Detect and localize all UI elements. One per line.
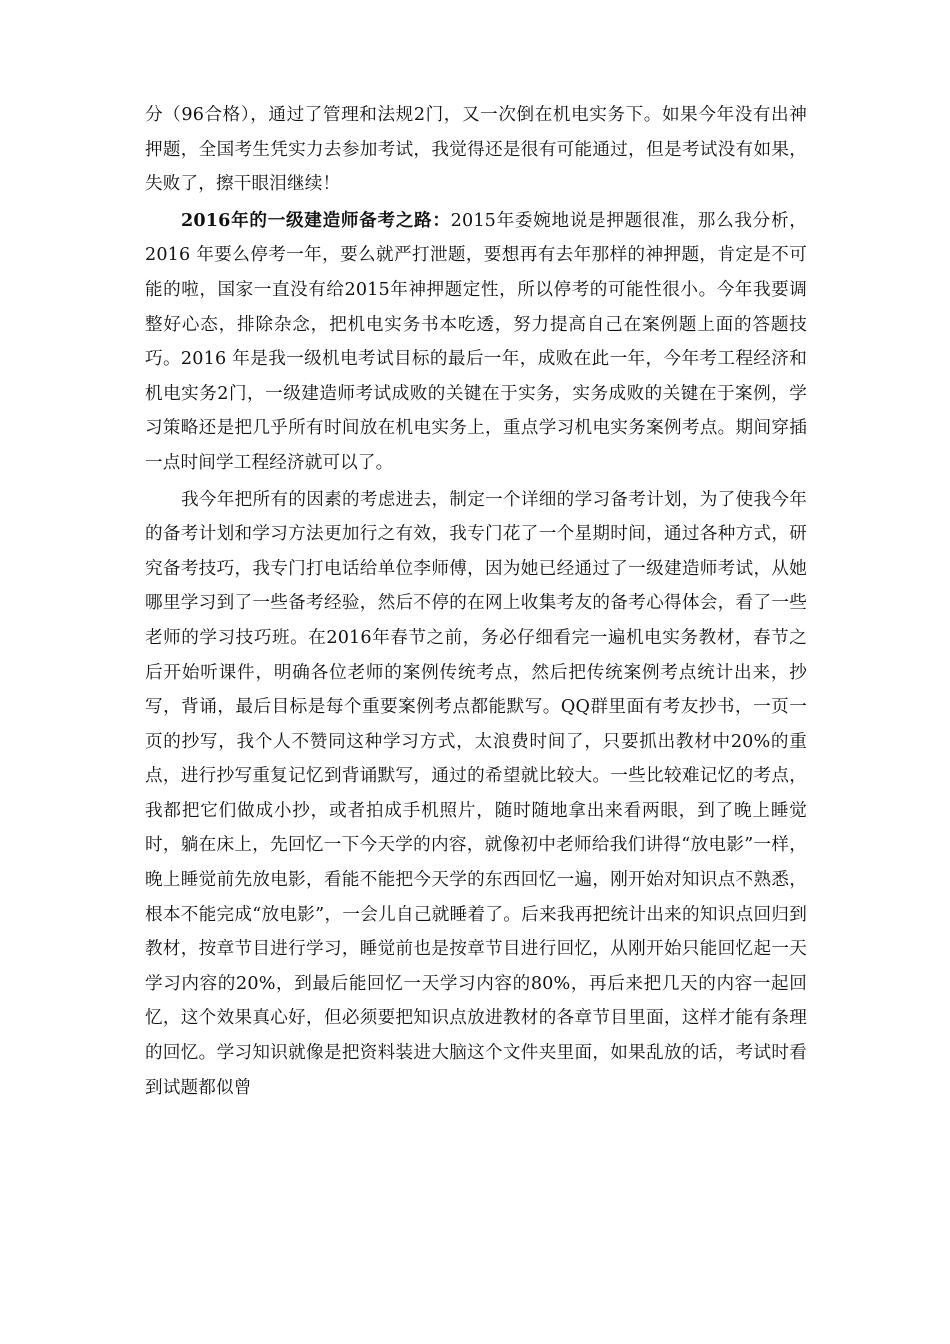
paragraph-continuation: 分（96合格），通过了管理和法规2门，又一次倒在机电实务下。如果今年没有出神押题，全国考生凭实力去参加考试，我觉得还是很有可能通过，但是考试没有如果，失败了，擦干眼泪继续！ — [145, 105, 807, 195]
paragraph-body: 2015年委婉地说是押题很准，那么我分析，2016 年要么停考一年，要么就严打泄题，要想再有去年那样的神押题，肯定是不可能的啦，国家一直没有给2015年神押题定性，所以停考的可能性很小。今年我要调整好心态，排除杂念，把机电实务书本吃透，努力提高自己在案例题上面的答题技巧。2016 年是我一级机电考试目标的最后一年，成败在此一年，今年考工程经济和机电实务2门，一级建造师考试成败的关键在于实务，实务成败的关键在于案例，学习策略还是把几乎所有时间放在机电实务上，重点学习机电实务案例考点。期间穿插一点时间学工程经济就可以了。 — [145, 210, 807, 473]
paragraph-2016-plan — [145, 204, 807, 481]
document-body — [145, 98, 807, 1107]
paragraph-study-method: 我今年把所有的因素的考虑进去，制定一个详细的学习备考计划，为了使我今年的备考计划和学习方法更加行之有效，我专门花了一个星期时间，通过各种方式，研究备考技巧，我专门打电话给单位李师傅，因为她已经通过了一级建造师考试，从她哪里学习到了一些备考经验，然后不停的在网上收集考友的备考心得体会，看了一些老师的学习技巧班。在2016年春节之前，务必仔细看完一遍机电实务教材，春节之后开始听课件，明确各位老师的案例传统考点，然后把传统案例考点统计出来，抄写，背诵，最后目标是每个重要案例考点都能默写。QQ群里面有考友抄书，一页一页的抄写，我个人不赞同这种学习方式，太浪费时间了，只要抓出教材中20%的重点，进行抄写重复记忆到背诵默写，通过的希望就比较大。一些比较难记忆的考点，我都把它们做成小抄，或者拍成手机照片，随时随地拿出来看两眼，到了晚上睡觉时，躺在床上，先回忆一下今天学的内容，就像初中老师给我们讲得“放电影”一样，晚上睡觉前先放电影，看能不能把今天学的东西回忆一遍，刚开始对知识点不熟悉，根本不能完成“放电影”，一会儿自己就睡着了。后来我再把统计出来的知识点回归到教材，按章节目进行学习，睡觉前也是按章节目进行回忆，从刚开始只能回忆起一天学习内容的20%，到最后能回忆一天学习内容的80%，再后来把几天的内容一起回忆，这个效果真心好，但必须要把知识点放进教材的各章节目里面，这样才能有条理的回忆。学习知识就像是把资料装进大脑这个文件夹里面，如果乱放的话，考试时看到试题都似曾 — [145, 489, 807, 1098]
paragraph-heading: 2016年的一级建造师备考之路： — [181, 209, 451, 231]
